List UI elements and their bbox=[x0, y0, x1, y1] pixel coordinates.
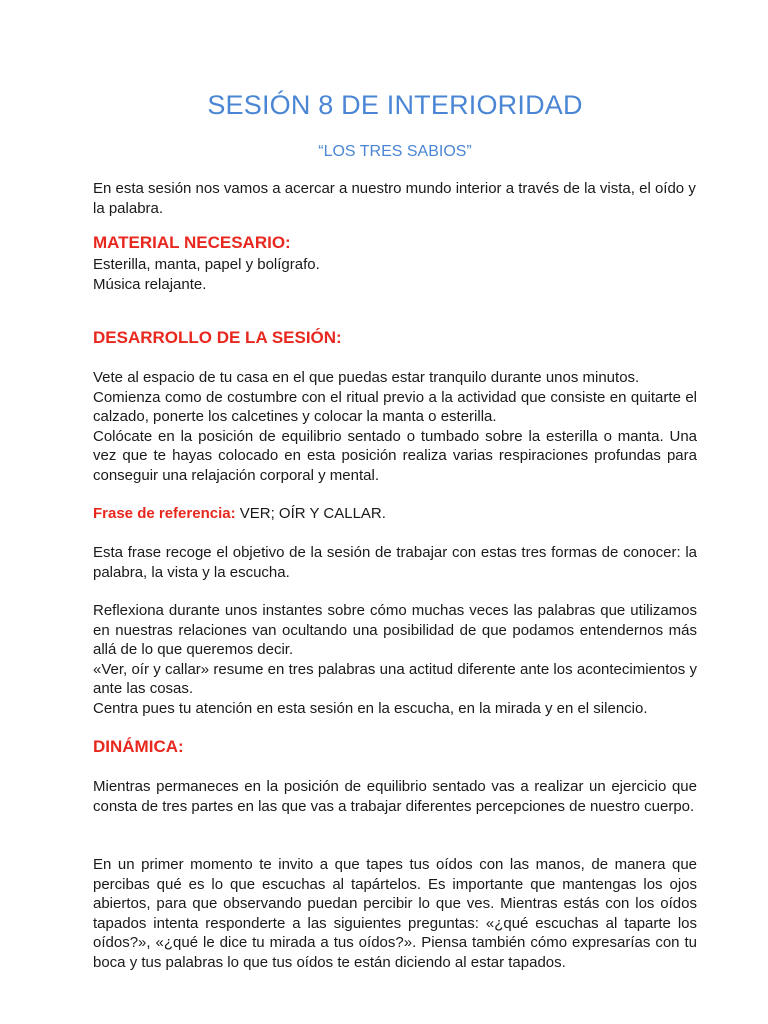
intro-paragraph: En esta sesión nos vamos a acercar a nuestro mundo interior a través de la vista, el oído y la palabra. bbox=[93, 180, 696, 217]
desarrollo-paragraph: Vete al espacio de tu casa en el que puedas estar tranquilo durante unos minutos. bbox=[93, 369, 640, 386]
frase-explanation: Esta frase recoge el objetivo de la sesión de trabajar con estas tres formas de conocer: la palabra, la vista y la escucha. bbox=[93, 544, 697, 581]
desarrollo-paragraph: Colócate en la posición de equilibrio sentado o tumbado sobre la esterilla o manta. Una vez que te hayas colocado en esta posición realiza varias respiraciones profundas para conseguir una relajación corporal y mental. bbox=[93, 427, 697, 484]
desarrollo-paragraph: Comienza como de costumbre con el ritual previo a la actividad que consiste en quitarte el calzado, ponerte los calcetines y colocar la manta o esterilla. bbox=[93, 388, 697, 425]
material-list bbox=[93, 255, 697, 294]
material-heading: MATERIAL NECESARIO: bbox=[93, 233, 291, 252]
reflexion-paragraph: Centra pues tu atención en esta sesión en la escucha, en la mirada y en el silencio. bbox=[93, 699, 648, 717]
frase-label: Frase de referencia: bbox=[93, 505, 236, 522]
desarrollo-body bbox=[93, 368, 697, 485]
dinamica-paragraph: Mientras permaneces en la posición de equilibrio sentado vas a realizar un ejercicio que consta de tres partes en las que vas a trabajar diferentes percepciones de nuestro cuerpo. bbox=[93, 778, 697, 815]
material-item: Esterilla, manta, papel y bolígrafo. bbox=[93, 256, 320, 273]
frase-referencia bbox=[93, 504, 697, 524]
dinamica-heading: DINÁMICA: bbox=[93, 737, 184, 756]
desarrollo-heading: DESARROLLO DE LA SESIÓN: bbox=[93, 328, 342, 347]
reflexion-paragraph: Reflexiona durante unos instantes sobre cómo muchas veces las palabras que utilizamos en nuestras relaciones van ocultando una posibilidad de que podamos entendernos más allá de lo que queremos decir. bbox=[93, 602, 697, 658]
document-subtitle: “LOS TRES SABIOS” bbox=[318, 143, 472, 160]
frase-value: VER; OÍR Y CALLAR. bbox=[235, 505, 386, 522]
dinamica-paragraph: En un primer momento te invito a que tapes tus oídos con las manos, de manera que percibas qué es lo que escuchas al tapártelos. Es importante que mantengas los ojos abiertos, para que observando puedan percibir lo que ves. Mientras estás con los oídos tapados intenta responderte a las siguientes preguntas: «¿qué escuchas al taparte los oídos?», «¿qué le dice tu mirada a tus oídos?». Piensa también cómo expresarías con tu boca y tus palabras lo que tus oídos te están diciendo al estar tapados. bbox=[93, 856, 697, 971]
reflexion-paragraph: «Ver, oír y callar» resume en tres palabras una actitud diferente ante los acontecimientos y ante las cosas. bbox=[93, 660, 697, 697]
material-item: Música relajante. bbox=[93, 275, 207, 293]
reflexion-body bbox=[93, 601, 697, 718]
document-title: SESIÓN 8 DE INTERIORIDAD bbox=[207, 90, 583, 120]
